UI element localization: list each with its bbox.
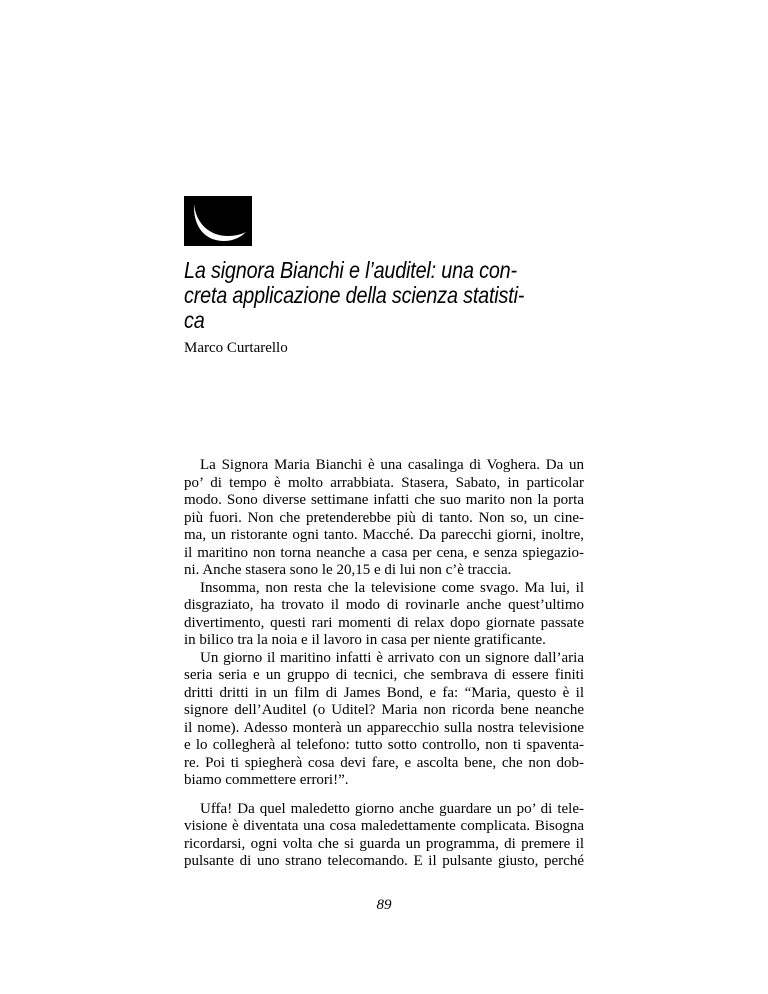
text-line: ma, un ristorante ogni tanto. Macché. Da parecchi giorni, inoltre, <box>184 527 584 543</box>
text-line: visione è diventata una cosa maledettamente complicata. Bisogna <box>184 818 584 834</box>
article-body <box>184 457 584 871</box>
text-line: il maritino non torna neanche a casa per cena, e senza spiegazio- <box>184 544 584 561</box>
text-line: in bilico tra la noia e il lavoro in casa per niente gratificante. <box>184 632 546 648</box>
text-line: po’ di tempo è molto arrabbiata. Stasera, Sabato, in particolar <box>184 474 584 491</box>
text-line: disgraziato, ha trovato il modo di rovinarle anche quest’ultimo <box>184 597 584 613</box>
text-line: modo. Sono diverse settimane infatti che suo marito non la porta <box>184 492 584 508</box>
text-line: pulsante di uno strano telecomando. E il pulsante giusto, perché <box>184 853 584 869</box>
text-line: biamo commettere errori!”. <box>184 772 349 788</box>
text-line: Un giorno il maritino infatti è arrivato con un signore dall’aria <box>200 649 584 666</box>
text-line: La Signora Maria Bianchi è una casalinga di Voghera. Da un <box>200 457 584 473</box>
text-line: signore dell’Auditel (o Uditel? Maria non ricorda bene neanche <box>184 702 584 718</box>
title-line: creta applicazione della scienza statisti- <box>184 282 525 308</box>
title-line: La signora Bianchi e l’auditel: una con- <box>184 257 517 283</box>
article-title <box>184 258 545 333</box>
paragraph <box>184 801 584 871</box>
text-line: ni. Anche stasera sono le 20,15 e di lui non c’è traccia. <box>184 562 512 578</box>
text-line: più fuori. Non che pretenderebbe più di tanto. Non so, un cine- <box>184 509 584 526</box>
title-line: ca <box>184 307 205 333</box>
crescent-smile-logo-icon <box>184 196 252 246</box>
text-line: il nome). Adesso monterà un apparecchio sulla nostra televisione <box>184 719 584 736</box>
text-line: ricordarsi, ogni volta che si guarda un programma, di premere il <box>184 835 584 852</box>
paragraph <box>184 457 584 580</box>
text-line: seria seria e un gruppo di tecnici, che sembrava di essere finiti <box>184 667 584 683</box>
paragraph-spacer <box>184 790 584 801</box>
text-line: e lo collegherà al telefono: tutto sotto controllo, non ti spaventa- <box>184 737 584 753</box>
text-line: re. Poi ti spiegherà cosa devi fare, e ascolta bene, che non dob- <box>184 754 584 771</box>
text-line: Insomma, non resta che la televisione come svago. Ma lui, il <box>200 579 584 596</box>
article-author: Marco Curtarello <box>184 340 288 356</box>
paragraph <box>184 650 584 790</box>
text-line: divertimento, questi rari momenti di relax dopo giornate passate <box>184 614 584 631</box>
paragraph <box>184 580 584 650</box>
text-line: dritti dritti in un film di James Bond, e fa: “Maria, questo è il <box>184 684 584 701</box>
text-line: Uffa! Da quel maledetto giorno anche guardare un po’ di tele- <box>200 800 584 817</box>
page-number: 89 <box>376 897 392 913</box>
